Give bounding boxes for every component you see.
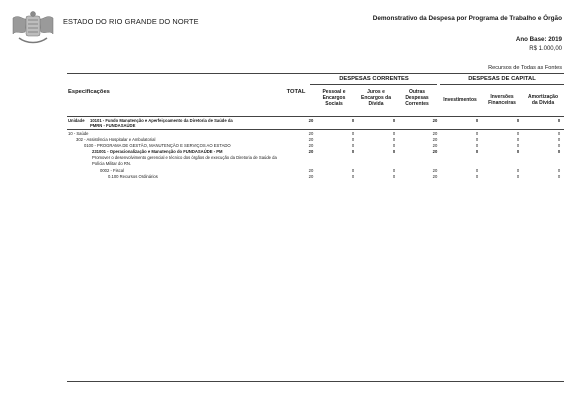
- row-value: 0: [475, 174, 479, 179]
- row-value: 0: [351, 149, 355, 154]
- col-financial-line: Financeiras: [488, 100, 516, 107]
- unit-value: 0: [392, 118, 396, 123]
- row-label: 302 - Assistência Hospitalar e Ambulatorial: [76, 137, 156, 142]
- table-row: [0, 149, 585, 155]
- row-value: 0: [475, 137, 479, 142]
- col-amort-line: da Dívida: [531, 100, 555, 107]
- row-value: 20: [308, 137, 314, 142]
- sources-label: Recursos de Todas as Fontes: [488, 65, 562, 71]
- state-coat-of-arms-icon: [11, 10, 55, 46]
- row-value: 0: [516, 168, 520, 173]
- unit-value: 0: [475, 118, 479, 123]
- row-value: 20: [432, 137, 438, 142]
- col-interest-line: Dívida: [368, 101, 384, 108]
- col-interest-line: Encargos da: [360, 95, 391, 102]
- col-amort-line: Amortização: [527, 94, 558, 100]
- group-underline-current: [310, 84, 437, 85]
- row-value: 0: [392, 168, 396, 173]
- row-value: 20: [432, 143, 438, 148]
- row-value: 0: [351, 174, 355, 179]
- row-value: 0: [351, 131, 355, 136]
- state-name: ESTADO DO RIO GRANDE DO NORTE: [63, 17, 199, 26]
- row-value: 0: [557, 137, 561, 142]
- row-value: 0: [516, 149, 520, 154]
- row-value: 0: [516, 131, 520, 136]
- base-year: Ano Base: 2019: [515, 36, 562, 43]
- group-underline-capital: [440, 84, 564, 85]
- row-value: 20: [308, 143, 314, 148]
- col-personnel-line: Sociais: [325, 101, 343, 108]
- unit-value: 0: [557, 118, 561, 123]
- unit-value: 0: [351, 118, 355, 123]
- row-value: 0: [475, 168, 479, 173]
- col-other-current: [398, 89, 436, 108]
- unit-value: 20: [432, 118, 438, 123]
- row-value: 20: [308, 131, 314, 136]
- row-value: 20: [308, 174, 314, 179]
- col-financial-line: Inversões: [490, 94, 514, 100]
- row-value: 0: [351, 143, 355, 148]
- row-value: 0: [475, 149, 479, 154]
- row-value: 0: [475, 131, 479, 136]
- row-value: 20: [432, 131, 438, 136]
- col-total: TOTAL: [286, 89, 306, 95]
- action-description-line-1: Promover o desenvolvimento gerencial e técnico dos órgãos de execução da Diretoria de Saúde da: [92, 155, 277, 160]
- row-value: 20: [432, 149, 438, 154]
- row-value: 20: [308, 168, 314, 173]
- row-value: 0: [557, 149, 561, 154]
- col-financial-inversions: [482, 94, 522, 106]
- row-label: 0.100 Recursos Ordinários: [108, 174, 158, 179]
- col-debt-amortization: [523, 94, 563, 106]
- col-interest: [357, 89, 395, 108]
- unit-name-line-2: PMRN - FUNDASAÚDE: [90, 123, 136, 128]
- col-other-line: Outras: [408, 89, 426, 95]
- row-value: 20: [432, 174, 438, 179]
- row-value: 0: [392, 137, 396, 142]
- table-top-rule: [67, 73, 564, 74]
- row-value: 0: [516, 174, 520, 179]
- row-label: 10 - Saúde: [68, 131, 89, 136]
- group-current-expenses: DESPESAS CORRENTES: [339, 76, 409, 82]
- col-personnel-line: Encargos: [322, 95, 346, 102]
- action-description-line-2: Polícia Militar do RN.: [92, 161, 132, 166]
- col-other-line: Correntes: [405, 101, 429, 108]
- report-title: Demonstrativo da Despesa por Programa de Trabalho e Órgão: [372, 15, 562, 22]
- row-value: 0: [557, 174, 561, 179]
- table-row: [0, 174, 585, 180]
- row-value: 20: [308, 149, 314, 154]
- row-value: 0: [557, 143, 561, 148]
- row-value: 0: [516, 143, 520, 148]
- col-investments: Investimentos: [443, 97, 477, 103]
- row-label: 0002 - Fiscal: [100, 168, 124, 173]
- group-capital-expenses: DESPESAS DE CAPITAL: [468, 76, 536, 82]
- unit-values-row: [0, 118, 585, 124]
- row-value: 0: [392, 143, 396, 148]
- currency-unit: R$ 1.000,00: [529, 46, 562, 52]
- row-value: 0: [351, 137, 355, 142]
- row-value: 0: [392, 174, 396, 179]
- row-value: 0: [392, 149, 396, 154]
- unit-name-line-1: 10101 - Fundo Manutenção e Aperfeiçoamento da Diretoria de Saúde da: [90, 118, 233, 123]
- row-label: 231001 - Operacionalização e Manutenção do FUNDASAÚDE - PM: [92, 149, 223, 154]
- col-other-line: Despesas: [405, 95, 429, 102]
- row-value: 20: [432, 168, 438, 173]
- unit-label: Unidade: [68, 118, 85, 123]
- row-value: 0: [392, 131, 396, 136]
- unit-value: 20: [308, 118, 314, 123]
- table-header-bottom-rule: [67, 116, 564, 117]
- unit-value: 0: [516, 118, 520, 123]
- col-specifications: Especificações: [68, 89, 110, 95]
- col-personnel-line: Pessoal e: [322, 89, 346, 95]
- unit-row-rule: [67, 129, 564, 130]
- page-footer-rule: [67, 381, 564, 382]
- row-value: 0: [351, 168, 355, 173]
- col-interest-line: Juros e: [367, 89, 385, 95]
- row-value: 0: [557, 168, 561, 173]
- row-value: 0: [516, 137, 520, 142]
- row-label: 0100 - PROGRAMA DE GESTÃO, MANUTENÇÃO E SERVIÇOS AO ESTADO: [84, 143, 231, 148]
- col-personnel: [316, 89, 352, 108]
- row-value: 0: [475, 143, 479, 148]
- row-value: 0: [557, 131, 561, 136]
